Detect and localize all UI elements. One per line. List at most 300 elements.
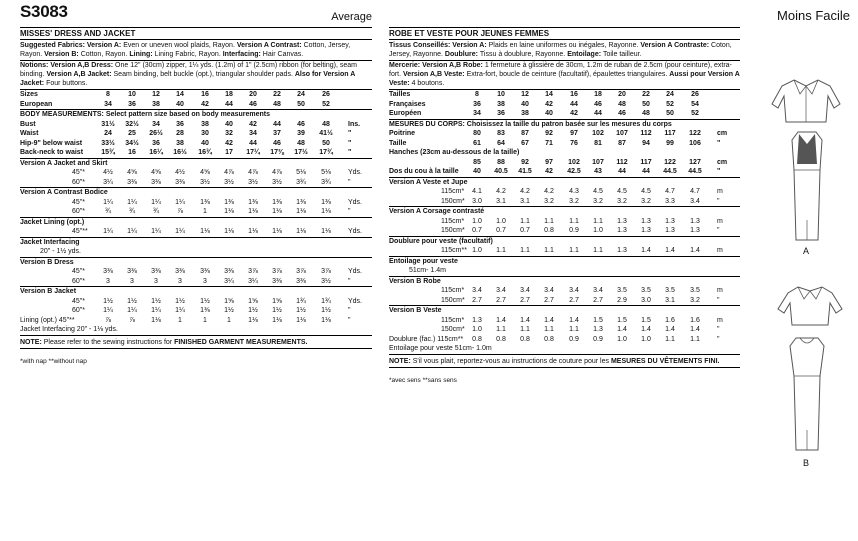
size-value: 67 xyxy=(521,139,529,147)
size-value: 1⅜ xyxy=(200,307,210,314)
size-value: 1.4 xyxy=(641,326,651,333)
size-value: 0.8 xyxy=(472,335,482,343)
para-text: Seam binding, belt buckle (opt.), triangular shoulder pads. xyxy=(113,71,295,78)
size-value: 1 xyxy=(203,316,207,324)
row-label: 60"* xyxy=(72,307,85,314)
size-value: 31½ xyxy=(101,120,115,128)
measure-row xyxy=(20,120,372,130)
size-value: 1⅛ xyxy=(296,228,306,235)
size-value: 4½ xyxy=(175,169,185,176)
size-value: 1.1 xyxy=(690,335,700,343)
size-value: 1½ xyxy=(248,307,258,314)
size-value: 38 xyxy=(152,100,160,108)
size-value: 24 xyxy=(666,91,674,98)
size-value: 52 xyxy=(691,110,699,117)
unit-label: " xyxy=(717,227,720,234)
size-value: 1½ xyxy=(175,297,185,305)
size-value: 48 xyxy=(297,139,305,147)
jacket-b-illustration xyxy=(772,283,848,333)
measure-row xyxy=(20,198,372,208)
size-value: 1¼ xyxy=(151,198,161,206)
note-fr xyxy=(389,355,740,368)
measure-row xyxy=(389,316,740,326)
unit-label: cm xyxy=(717,158,728,166)
size-value: 76 xyxy=(570,139,578,147)
size-value: 3.1 xyxy=(665,296,675,304)
yardage-heading: Doublure pour veste (facultatif) xyxy=(389,237,493,245)
size-value: 20 xyxy=(618,91,626,98)
body-measurements xyxy=(20,110,372,159)
size-value: 107 xyxy=(592,158,604,166)
size-value: 10 xyxy=(497,91,505,98)
size-value: 3.1 xyxy=(496,197,506,205)
size-value: 1¼ xyxy=(127,198,137,206)
size-value: 42 xyxy=(570,110,578,117)
size-value: 81 xyxy=(594,139,602,147)
size-value: 50 xyxy=(322,139,330,147)
size-value: 1.4 xyxy=(690,326,700,333)
body-measurements-fr xyxy=(389,120,740,178)
size-value: 40 xyxy=(225,120,233,128)
size-value: 1.0 xyxy=(641,335,651,343)
size-value: 3⅜ xyxy=(103,268,113,275)
size-value: 17½ xyxy=(294,149,308,156)
size-value: 3.4 xyxy=(690,197,700,205)
yardage-block xyxy=(20,287,372,336)
size-value: 1.1 xyxy=(569,247,579,254)
size-value: 52 xyxy=(666,100,674,108)
yardage-heading: Entoilage pour veste xyxy=(389,257,458,265)
size-value: 1.1 xyxy=(593,247,603,254)
size-value: 34 xyxy=(473,110,481,117)
size-value: 3½ xyxy=(248,178,258,186)
size-value: 3¼ xyxy=(224,277,234,285)
size-value: 2.7 xyxy=(593,296,603,304)
measure-row xyxy=(20,316,372,326)
difficulty-level: Average xyxy=(331,11,372,23)
size-value: 17 xyxy=(225,149,233,156)
size-value: 1⅛ xyxy=(272,228,282,235)
size-value: 40 xyxy=(545,110,553,117)
yardage-blocks-fr xyxy=(389,178,740,355)
size-value: 40 xyxy=(201,139,209,147)
size-value: 1.0 xyxy=(472,217,482,225)
size-value: 107 xyxy=(616,130,628,137)
size-value: 1⅜ xyxy=(321,198,331,206)
size-value: 1.4 xyxy=(665,326,675,333)
size-value: 117 xyxy=(640,158,652,166)
size-value: 1.1 xyxy=(520,217,530,225)
size-value: 3.0 xyxy=(472,197,482,205)
size-value: 87 xyxy=(521,130,529,137)
size-value: 38 xyxy=(176,139,184,147)
row-label: Poitrine xyxy=(389,130,416,137)
size-value: ⅞ xyxy=(177,208,183,215)
european-sizes-row xyxy=(20,100,372,110)
yardage-heading: Version A Corsage contrasté xyxy=(389,208,485,215)
fabrics-paragraph xyxy=(20,40,372,61)
size-value: 1.0 xyxy=(472,247,482,254)
measure-row xyxy=(389,296,740,306)
yardage-heading: Jacket Lining (opt.) xyxy=(20,218,85,226)
size-value: 1⅜ xyxy=(248,198,258,206)
row-label: 45"* xyxy=(72,268,85,275)
size-value: 1.4 xyxy=(569,316,579,324)
size-value: 1¼ xyxy=(175,198,185,206)
size-value: 1¾ xyxy=(321,297,331,305)
size-value: ¾ xyxy=(105,208,111,215)
size-value: 1½ xyxy=(224,307,234,314)
size-value: 102 xyxy=(592,130,604,137)
size-value: 3⅞ xyxy=(248,268,258,275)
size-value: 0.8 xyxy=(544,335,554,343)
size-value: 1.5 xyxy=(593,316,603,324)
size-value: 52 xyxy=(322,100,330,108)
size-value: 22 xyxy=(273,91,281,98)
size-value: 4⅞ xyxy=(248,169,258,176)
size-value: 36 xyxy=(497,110,505,117)
size-value: 25 xyxy=(128,130,136,137)
size-value: 3½ xyxy=(200,178,210,186)
size-value: 12 xyxy=(521,91,529,98)
yardage-heading: Version B Jacket xyxy=(20,288,77,295)
yardage-block xyxy=(20,159,372,189)
size-value: 88 xyxy=(497,158,505,166)
size-value: 48 xyxy=(322,120,330,128)
body-rows-fr xyxy=(389,129,740,177)
unit-label: m xyxy=(717,247,723,254)
measure-row xyxy=(20,277,372,287)
size-value: 42.5 xyxy=(567,168,581,175)
size-value: 1.3 xyxy=(641,227,651,234)
para-bold: Tissus Conseillés: Version A: xyxy=(389,41,489,49)
size-value: 1.3 xyxy=(617,247,627,254)
para-bold: Lining: xyxy=(129,50,155,58)
yardage-block xyxy=(20,258,372,288)
size-value: 1.6 xyxy=(665,316,675,324)
size-value: 3.4 xyxy=(569,287,579,294)
size-value: 3¼ xyxy=(248,277,258,285)
size-value: 3.5 xyxy=(665,287,675,294)
size-value: 34½ xyxy=(125,139,139,147)
size-value: 1.1 xyxy=(665,335,675,343)
size-value: 1 xyxy=(178,316,182,324)
para-bold: Interfacing: xyxy=(222,50,263,58)
size-value: 1.1 xyxy=(569,217,579,225)
unit-label: Yds. xyxy=(348,268,363,275)
size-value: 0.8 xyxy=(520,335,530,343)
size-value: 38 xyxy=(521,110,529,117)
row-label: 115cm** xyxy=(441,247,467,254)
yardage-block xyxy=(389,257,740,277)
size-value: 36 xyxy=(473,100,481,108)
measure-row xyxy=(20,129,372,139)
size-value: 44 xyxy=(249,139,257,147)
body-rows xyxy=(20,120,372,158)
measure-row xyxy=(389,217,740,227)
size-value: 26½ xyxy=(149,130,163,137)
size-value: 97 xyxy=(570,130,578,137)
row-label: Back-neck to waist xyxy=(20,149,84,156)
size-value: 3.2 xyxy=(617,197,627,205)
row-label: Hanches (23cm au-dessous de la taille) xyxy=(389,149,520,156)
size-value: 4.2 xyxy=(544,188,554,195)
note-label-fr: NOTE: xyxy=(389,357,413,365)
size-value: 3.2 xyxy=(569,197,579,205)
size-value: 32½ xyxy=(125,120,139,128)
size-value: 36 xyxy=(128,100,136,108)
size-value: 1⅛ xyxy=(151,316,161,324)
size-value: 34 xyxy=(152,120,160,128)
size-value: 38 xyxy=(201,120,209,128)
version-b-label: B xyxy=(803,458,810,468)
size-value: 50 xyxy=(666,110,674,117)
size-value: 46 xyxy=(273,139,281,147)
row-label: Waist xyxy=(20,130,39,137)
size-value: 3⅜ xyxy=(151,268,161,275)
size-value: 3.4 xyxy=(472,287,482,294)
size-value: 46 xyxy=(618,110,626,117)
size-value: 54 xyxy=(691,100,699,108)
size-value: 16 xyxy=(570,91,578,98)
unit-label: Yds. xyxy=(348,297,363,305)
size-value: 1⅛ xyxy=(296,316,306,324)
size-value: 64 xyxy=(497,139,505,147)
size-value: 2.7 xyxy=(496,296,506,304)
measure-row xyxy=(389,266,740,276)
para-text: Hair Canvas. xyxy=(262,50,304,58)
size-value: 1⅝ xyxy=(248,297,258,305)
size-value: 1.6 xyxy=(690,316,700,324)
size-value: 1.1 xyxy=(544,247,554,254)
unit-label: " xyxy=(717,326,720,333)
size-value: 3.2 xyxy=(641,197,651,205)
size-value: 1.4 xyxy=(617,326,627,333)
size-value: 42 xyxy=(545,168,553,175)
size-value: 3.4 xyxy=(544,287,554,294)
size-value: 3.3 xyxy=(665,197,675,205)
para-bold: Version A,B Veste: xyxy=(403,71,467,78)
measure-row xyxy=(389,158,740,168)
size-value: 1.4 xyxy=(496,316,506,324)
row-label: European xyxy=(20,100,53,108)
footnote-fr: *avec sens **sans sens xyxy=(389,376,457,384)
size-value: 3 xyxy=(154,277,158,285)
size-value: 16 xyxy=(128,149,136,156)
size-value: 1⅜ xyxy=(224,198,234,206)
size-value: 4⅝ xyxy=(151,169,161,176)
row-label: 20" - 1½ yds. xyxy=(40,248,82,255)
unit-label: cm xyxy=(717,130,728,137)
measure-row xyxy=(20,139,372,149)
body-measurements-heading: BODY MEASUREMENTS: Select pattern size based on body measurements xyxy=(20,111,270,118)
row-label: Tailles xyxy=(389,91,411,98)
size-value: 40.5 xyxy=(494,168,508,175)
size-value: 99 xyxy=(666,139,674,147)
size-value: 1⅛ xyxy=(200,228,210,235)
unit-label: " xyxy=(348,130,352,137)
para-bold: Version A Contraste: xyxy=(640,41,712,49)
size-value: 1¼ xyxy=(175,307,185,314)
size-value: 0.8 xyxy=(496,335,506,343)
measure-row xyxy=(389,139,740,149)
row-label: 115cm* xyxy=(441,316,465,324)
size-value: 1½ xyxy=(200,297,210,305)
size-value: 1.4 xyxy=(544,316,554,324)
size-value: 48 xyxy=(273,100,281,108)
note-text-fr: S'il vous plait, reportez-vous au instructions de couture pour les xyxy=(412,357,611,365)
size-value: 17¼ xyxy=(246,149,260,156)
size-value: 18 xyxy=(594,91,602,98)
size-value: 5⅛ xyxy=(296,169,306,176)
version-a-label: A xyxy=(803,246,810,256)
row-label: 51cm- 1.4m xyxy=(409,267,446,274)
yardage-heading: Version B Veste xyxy=(389,307,442,314)
size-value: 34 xyxy=(104,100,112,108)
row-label: Hip-9" below waist xyxy=(20,139,83,147)
size-value: 44 xyxy=(225,100,233,108)
size-value: 0.9 xyxy=(593,335,603,343)
size-value: 26 xyxy=(691,91,699,98)
size-value: 32 xyxy=(225,130,233,137)
size-value: 1½ xyxy=(127,297,137,305)
yardage-block xyxy=(20,218,372,238)
size-value: 15¾ xyxy=(101,149,115,156)
size-value: 1⅛ xyxy=(272,208,282,215)
row-label: 115cm* xyxy=(441,217,465,225)
size-value: 3.4 xyxy=(593,287,603,294)
unit-label: m xyxy=(717,188,723,195)
size-value: 3.4 xyxy=(496,287,506,294)
size-value: 1¼ xyxy=(103,307,113,314)
size-value: 1.1 xyxy=(520,247,530,254)
size-value: 16¼ xyxy=(149,149,163,156)
size-value: 1⅛ xyxy=(321,316,331,324)
para-bold: Also for Version A Jacket: xyxy=(20,71,356,87)
dress-a-illustration xyxy=(786,130,828,242)
para-text: Coton, Jersey, Rayonne. xyxy=(389,41,732,58)
unit-label: Yds. xyxy=(348,198,363,206)
size-value: 44 xyxy=(570,100,578,108)
size-value: 94 xyxy=(642,139,650,147)
header-right xyxy=(389,0,850,27)
size-value: 87 xyxy=(618,139,626,147)
size-value: 22 xyxy=(642,91,650,98)
unit-label: " xyxy=(348,208,351,215)
measure-row xyxy=(389,226,740,236)
measure-row xyxy=(20,267,372,277)
yardage-block xyxy=(20,238,372,258)
unit-label: " xyxy=(348,178,351,186)
size-value: 3 xyxy=(203,277,207,285)
size-value: 1⅛ xyxy=(248,208,258,215)
size-value: 1.3 xyxy=(690,227,700,234)
size-value: 1¾ xyxy=(296,297,306,305)
fabrics-paragraph-fr xyxy=(389,40,740,61)
para-text: One 12" (30cm) zipper, 1¼ yds. (1.2m) of 1" (2.5cm) ribbon (for belting), seam binding. xyxy=(20,62,357,78)
measure-row xyxy=(389,148,740,158)
size-value: 1⅛ xyxy=(224,208,234,215)
size-value: 4.5 xyxy=(617,188,627,195)
size-value: 112 xyxy=(640,130,652,137)
size-value: 1 xyxy=(203,208,207,215)
size-value: 3.1 xyxy=(520,197,530,205)
row-label: Jacket Interfacing 20" - 1⅛ yds. xyxy=(20,326,118,333)
size-value: 1.3 xyxy=(617,217,627,225)
size-value: 127 xyxy=(689,158,701,166)
size-value: 41½ xyxy=(319,130,333,137)
size-value: 24 xyxy=(104,130,112,137)
size-value: ⅞ xyxy=(105,316,111,324)
para-bold: Version B: xyxy=(44,50,81,58)
measure-row xyxy=(20,227,372,237)
row-label: Lining (opt.) 45"** xyxy=(20,316,75,324)
dress-b-illustration xyxy=(786,334,828,452)
size-value: 10 xyxy=(128,91,136,98)
row-label: 45"** xyxy=(72,228,88,235)
size-value: 4.5 xyxy=(641,188,651,195)
para-text: Even or uneven wool plaids, Rayon. xyxy=(123,41,237,49)
size-value: 3¾ xyxy=(321,178,331,186)
size-value: 1⅛ xyxy=(224,228,234,235)
size-value: 1.3 xyxy=(690,217,700,225)
footnote: *with nap **without nap xyxy=(20,357,87,365)
size-value: 44.5 xyxy=(663,168,677,175)
size-value: 46 xyxy=(297,120,305,128)
measure-row xyxy=(389,129,740,139)
size-value: 44 xyxy=(273,120,281,128)
size-value: 1⅛ xyxy=(248,228,258,235)
row-label: 150cm* xyxy=(441,296,465,304)
measure-row xyxy=(389,167,740,177)
size-value: 16½ xyxy=(173,149,187,156)
row-label: Françaises xyxy=(389,100,426,108)
measure-row xyxy=(389,344,740,354)
yardage-heading: Version A Jacket and Skirt xyxy=(20,159,108,167)
size-value: 3⅜ xyxy=(272,277,282,285)
yardage-block xyxy=(389,306,740,355)
row-label: Doublure (fac.) 115cm** xyxy=(389,335,464,343)
size-value: 2.9 xyxy=(617,296,627,304)
size-value: ⅞ xyxy=(129,316,135,324)
size-value: 3½ xyxy=(321,277,331,285)
row-label: 150cm* xyxy=(441,197,465,205)
size-value: 3 xyxy=(130,277,134,285)
size-value: 1½ xyxy=(296,307,306,314)
row-label: 45"* xyxy=(72,169,85,176)
size-value: 44.5 xyxy=(688,168,702,175)
size-value: 1.1 xyxy=(544,217,554,225)
unit-label: Yds. xyxy=(348,169,363,176)
row-label: Taille xyxy=(389,139,407,147)
measure-row xyxy=(389,246,740,256)
size-value: 42 xyxy=(201,100,209,108)
size-value: 3 xyxy=(106,277,110,285)
size-value: 1.1 xyxy=(496,247,506,254)
para-bold: Doublure: xyxy=(444,50,480,58)
para-bold: Entoilage: xyxy=(567,50,603,58)
measure-row xyxy=(389,335,740,345)
measure-row xyxy=(20,207,372,217)
size-value: 1.3 xyxy=(665,227,675,234)
size-value: 34 xyxy=(249,130,257,137)
size-value: 4.2 xyxy=(496,188,506,195)
measure-row xyxy=(389,100,740,110)
size-value: 40 xyxy=(521,100,529,108)
size-value: 20 xyxy=(249,91,257,98)
size-value: 3¾ xyxy=(296,178,306,186)
size-value: 2.7 xyxy=(544,296,554,304)
